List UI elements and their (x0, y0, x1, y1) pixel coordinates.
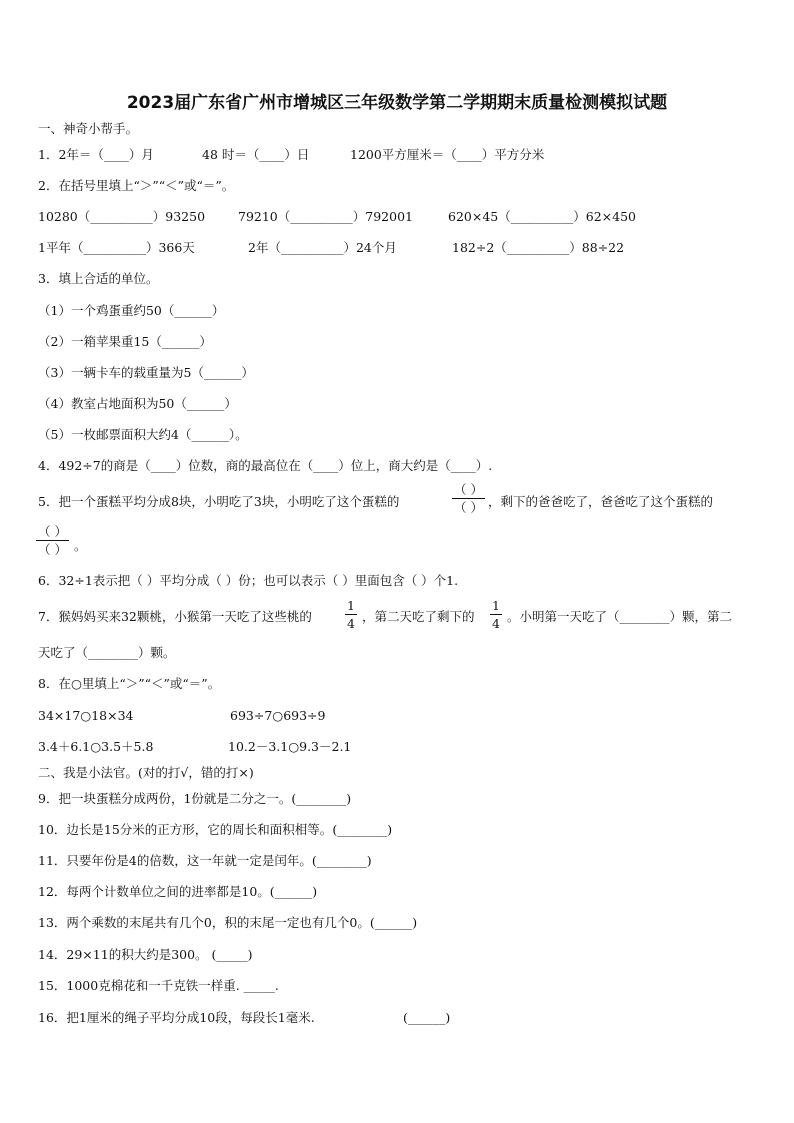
q11-text: 11．只要年份是4的倍数，这一年就一定是闰年。(________) (38, 853, 372, 868)
q5-text-b: ，剩下的爸爸吃了，爸爸吃了这个蛋糕的 (488, 494, 714, 509)
q8-item-b: 693÷7○693÷9 (230, 708, 326, 723)
q7-text-d: 天吃了（________）颗。 (38, 645, 176, 660)
fraction-bar (36, 540, 69, 541)
q15-text: 15．1000克棉花和一千克铁一样重. _____. (38, 978, 279, 993)
q2-row2-a: 1平年（__________）366天 (38, 240, 195, 255)
q2-stem: 2．在括号里填上“＞”“＜”或“＝”。 (38, 178, 235, 193)
q5-text-c: 。 (74, 538, 87, 553)
q1-part-a: 1．2年＝（____）月 (38, 147, 154, 162)
fraction-bar (452, 498, 485, 499)
q3-stem: 3．填上合适的单位。 (38, 271, 159, 286)
q16-answer-blank: (______) (403, 1010, 451, 1025)
fraction-bar (345, 614, 357, 615)
q13-text: 13．两个乘数的末尾共有几个0，积的末尾一定也有几个0。(______) (38, 915, 418, 930)
section-heading-1: 一、神奇小帮手。 (38, 121, 139, 136)
q3-item-5: （5）一枚邮票面积大约4（______）。 (38, 427, 248, 442)
q4-text: 4．492÷7的商是（____）位数，商的最高位在（____）位上，商大约是（____）. (38, 458, 493, 473)
q7-text-c: 。小明第一天吃了（________）颗，第二 (507, 609, 733, 624)
q9-text: 9．把一块蛋糕分成两份，1份就是二分之一。(________) (38, 791, 352, 806)
q1-part-b: 48 时＝（____）日 (202, 147, 310, 162)
q7-text-a: 7．猴妈妈买来32颗桃，小猴第一天吃了这些桃的 (38, 609, 312, 624)
q8-item-c: 3.4＋6.1○3.5＋5.8 (38, 739, 154, 754)
q5-fraction-2-denominator: （ ） (38, 542, 67, 557)
q5-fraction-2-numerator: （ ） (38, 524, 67, 539)
q2-row1-a: 10280（__________）93250 (38, 209, 206, 224)
q2-row1-c: 620×45（__________）62×450 (448, 209, 636, 224)
q2-row1-b: 79210（__________）792001 (238, 209, 413, 224)
q7-fraction-1 (345, 598, 357, 631)
q7-fraction-1-numerator: 1 (347, 598, 355, 613)
q6-text: 6．32÷1表示把（ ）平均分成（ ）份；也可以表示（ ）里面包含（ ）个1. (38, 573, 459, 588)
q2-row2-c: 182÷2（__________）88÷22 (452, 240, 625, 255)
q2-row2-b: 2年（__________）24个月 (248, 240, 397, 255)
q8-item-a: 34×17○18×34 (38, 708, 134, 723)
page-title: 2023届广东省广州市增城区三年级数学第二学期期末质量检测模拟试题 (126, 93, 668, 113)
q3-item-1: （1）一个鸡蛋重约50（______） (38, 303, 225, 318)
q3-item-3: （3）一辆卡车的载重量为5（______） (38, 365, 254, 380)
fraction-bar (490, 614, 502, 615)
q5-text-a: 5．把一个蛋糕平均分成8块，小明吃了3块，小明吃了这个蛋糕的 (38, 494, 400, 509)
q14-text: 14．29×11的积大约是300。 (_____) (38, 947, 253, 962)
q3-item-2: （2）一箱苹果重15（______） (38, 334, 212, 349)
q5-fraction-1 (452, 482, 485, 515)
q5-fraction-1-numerator: （ ） (454, 482, 483, 497)
q7-fraction-2-denominator: 4 (492, 616, 500, 631)
q3-item-4: （4）教室占地面积为50（______） (38, 396, 237, 411)
q5-fraction-2 (36, 524, 69, 557)
q16-text: 16．把1厘米的绳子平均分成10段，每段长1毫米. (38, 1010, 315, 1025)
q7-fraction-2 (490, 598, 502, 631)
q1-part-c: 1200平方厘米＝（____）平方分米 (350, 147, 545, 162)
section-heading-2: 二、我是小法官。(对的打√，错的打×) (38, 765, 254, 780)
q8-stem: 8．在○里填上“＞”“＜”或“＝”。 (38, 676, 221, 691)
q7-text-b: ，第二天吃了剩下的 (362, 609, 475, 624)
q7-fraction-1-denominator: 4 (347, 616, 355, 631)
q12-text: 12．每两个计数单位之间的进率都是10。(______) (38, 884, 318, 899)
q10-text: 10．边长是15分米的正方形，它的周长和面积相等。(________) (38, 822, 393, 837)
q8-item-d: 10.2－3.1○9.3－2.1 (228, 739, 352, 754)
q7-fraction-2-numerator: 1 (492, 598, 500, 613)
q5-fraction-1-denominator: （ ） (454, 500, 483, 515)
